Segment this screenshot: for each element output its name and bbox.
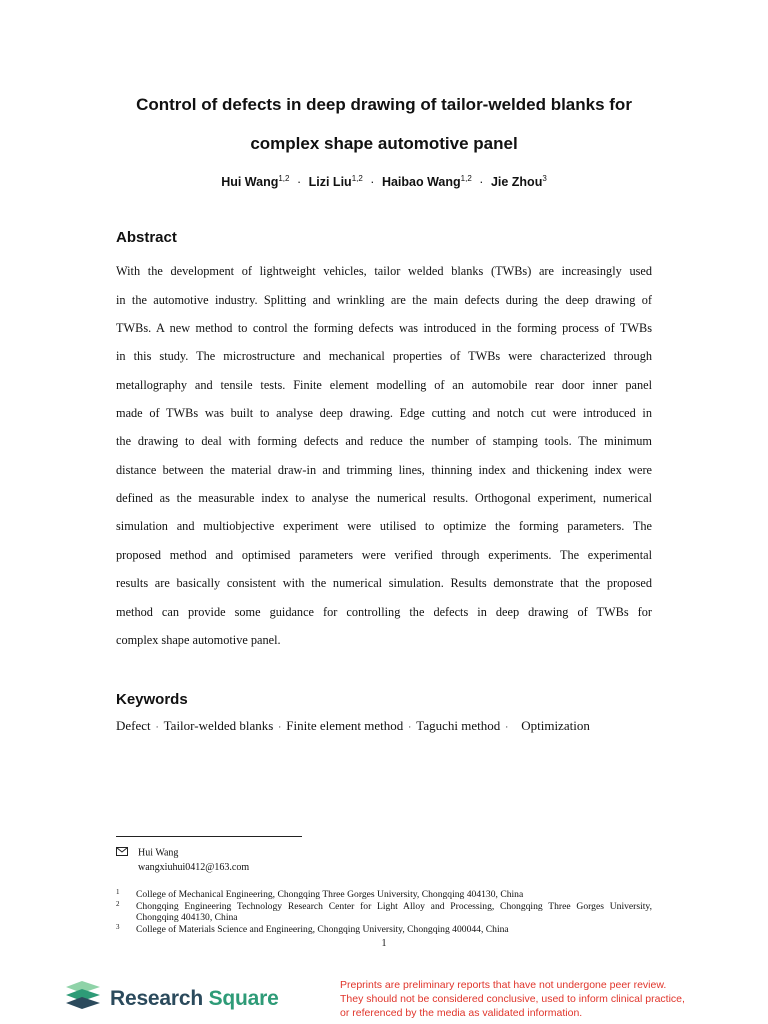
author-affiliation-mark: 1,2	[278, 174, 290, 183]
mail-icon	[116, 847, 130, 859]
affiliation-number: 3	[116, 923, 120, 931]
abstract-line: in this study. The microstructure and mechanical properties of TWBs were characterized through	[116, 349, 652, 363]
abstract-line: results are basically consistent with the numerical simulation. Results demonstrate that the proposed	[116, 576, 652, 590]
page-number: 1	[381, 938, 387, 949]
affiliation-text: College of Materials Science and Engineering, Chongqing University, Chongqing 400044, China	[136, 924, 509, 935]
keyword: Taguchi method	[416, 718, 501, 733]
author-separator: ·	[296, 175, 302, 190]
author-affiliation-mark: 3	[542, 174, 547, 183]
brand-wordmark	[110, 987, 279, 1011]
corresponding-author-name: Hui Wang	[138, 847, 179, 859]
keyword: Optimization	[521, 718, 590, 733]
keyword-separator: ·	[155, 722, 159, 732]
paper-title-line-1: Control of defects in deep drawing of tailor-welded blanks for	[136, 95, 632, 114]
author-name: Lizi Liu	[308, 175, 352, 190]
affiliation-number: 1	[116, 888, 120, 896]
keyword-separator: ·	[408, 722, 412, 732]
author-name: Hui Wang	[221, 175, 279, 190]
research-square-brand	[64, 982, 279, 1016]
research-square-logo-icon	[64, 981, 102, 1018]
author-separator: ·	[479, 175, 484, 190]
affiliation-text: College of Mechanical Engineering, Chongqing Three Gorges University, Chongqing 404130, China	[136, 889, 524, 900]
keyword: Finite element method	[286, 718, 404, 733]
abstract-line: defined as the measurable index to analyse the numerical results. Orthogonal experiment, numerical	[116, 491, 652, 505]
abstract-line: metallography and tensile tests. Finite element modelling of an automobile rear door inner panel	[116, 378, 652, 392]
abstract-line: made of TWBs was built to analyse deep drawing. Edge cutting and notch cut were introduced in	[116, 406, 652, 420]
corresponding-author-email: wangxiuhui0412@163.com	[138, 862, 250, 873]
keyword-separator: ·	[505, 722, 509, 732]
affiliation-number: 2	[116, 900, 120, 908]
disclaimer-line: They should not be considered conclusive, used to inform clinical practice,	[340, 993, 685, 1005]
keywords-heading: Keywords	[116, 691, 188, 708]
keyword: Tailor-welded blanks	[163, 718, 274, 733]
author-name: Jie Zhou	[490, 175, 543, 190]
abstract-line: distance between the material draw-in and trimming lines, thinning index and thickening index were	[116, 463, 652, 477]
abstract-line: With the development of lightweight vehicles, tailor welded blanks (TWBs) are increasingly used	[116, 264, 652, 278]
author-affiliation-mark: 1,2	[460, 174, 472, 183]
abstract-line: TWBs. A new method to control the forming defects was introduced in the forming process of TWBs	[116, 321, 652, 335]
abstract-line: the drawing to deal with forming defects and reduce the number of stamping tools. The minimum	[116, 434, 652, 448]
abstract-line: method can provide some guidance for controlling the defects in deep drawing of TWBs for	[116, 605, 652, 619]
keyword-list	[116, 718, 590, 734]
keyword: Defect	[116, 718, 151, 733]
disclaimer-line: or referenced by the media as validated information.	[340, 1007, 583, 1019]
abstract-line: simulation and multiobjective experiment were utilised to optimize the forming parameters. The	[116, 519, 652, 533]
brand-research-text: Research	[110, 987, 203, 1010]
affiliation-text: Chongqing Engineering Technology Research Center for Light Alloy and Processing, Chongqing Three Gorges University, Chongqing 404130, China	[136, 901, 652, 923]
author-list	[60, 174, 708, 189]
abstract-line: complex shape automotive panel.	[116, 633, 281, 647]
paper-title-line-2: complex shape automotive panel	[250, 134, 518, 153]
author-name: Haibao Wang	[381, 175, 461, 190]
author-affiliation-mark: 1,2	[351, 174, 363, 183]
abstract-line: in the automotive industry. Splitting and wrinkling are the main defects during the deep drawing of	[116, 293, 652, 307]
keyword-separator: ·	[278, 722, 282, 732]
footnote-rule	[116, 836, 302, 837]
abstract-line: proposed method and optimised parameters were verified through experiments. The experimental	[116, 548, 652, 562]
brand-square-text: Square	[208, 987, 279, 1010]
abstract-heading: Abstract	[116, 229, 177, 246]
corresponding-author	[116, 847, 178, 859]
author-separator: ·	[370, 175, 375, 190]
preprint-disclaimer	[340, 978, 760, 1020]
disclaimer-line: Preprints are preliminary reports that have not undergone peer review.	[340, 979, 667, 991]
